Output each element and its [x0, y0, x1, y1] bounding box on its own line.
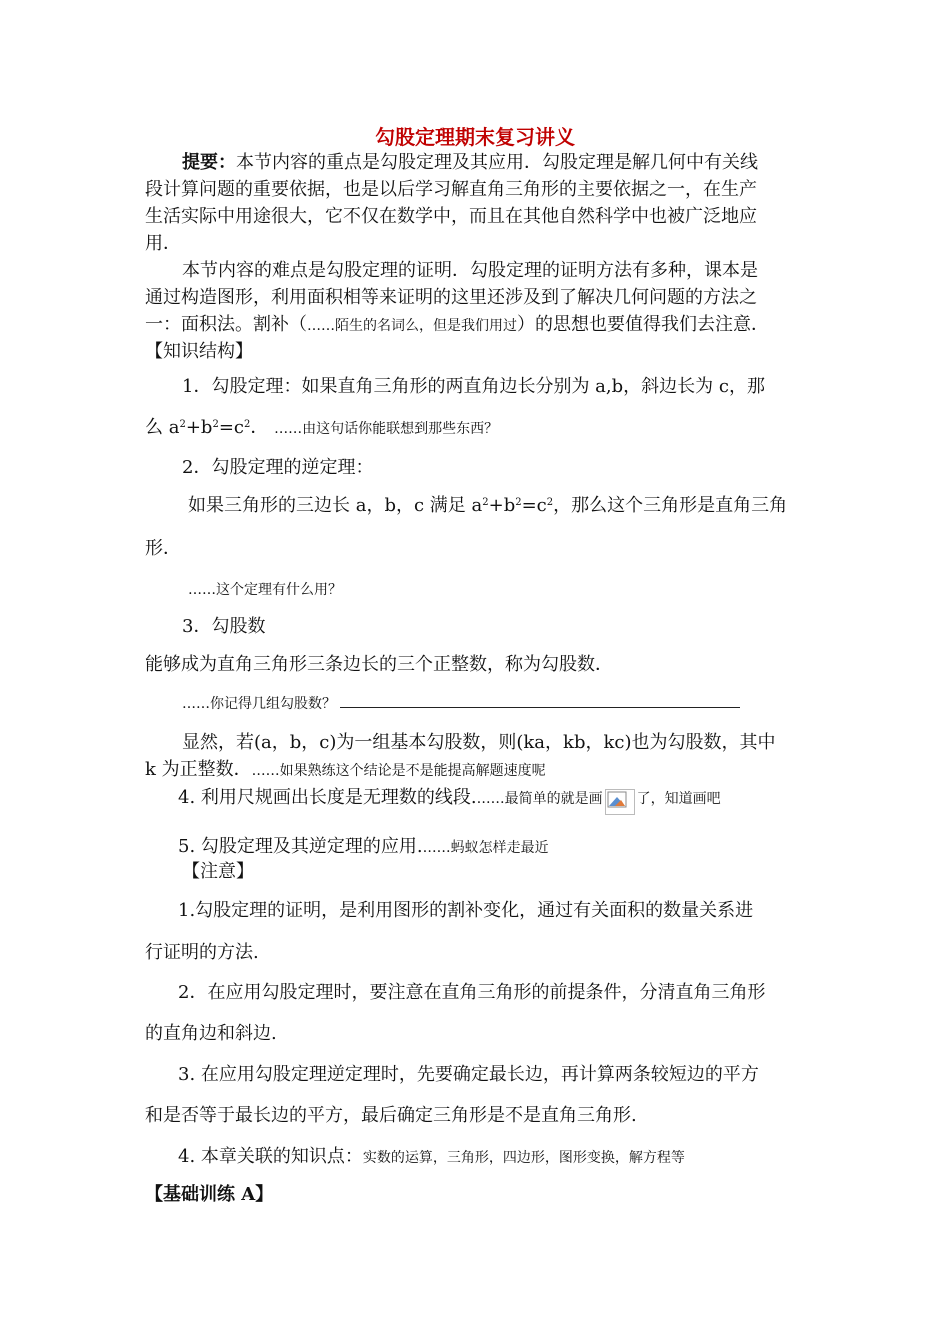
formula-part: 如果三角形的三边长 a，b，c 满足 a [188, 495, 483, 516]
formula-part: +b [185, 417, 213, 438]
formula-part: 么 a [145, 417, 180, 438]
summary-p2-line-3 [145, 313, 769, 338]
superscript: 2 [179, 419, 186, 430]
summary-text: 本节内容的重点是勾股定理及其应用．勾股定理是解几何中有关线 [236, 152, 758, 173]
item5-text: 5. 勾股定理及其逆定理的应用. [178, 836, 423, 857]
item3-line3-note: ……如果熟练这个结论是不是能提高解题速度呢 [251, 763, 546, 779]
item4-note-a: ……最简单的就是画 [476, 791, 603, 807]
formula-part: ． [250, 417, 269, 438]
note4-label: 4. 本章关联的知识点： [178, 1146, 363, 1167]
note2-line-2: 的直角边和斜边. [145, 1023, 277, 1044]
item3-line-1: 能够成为直角三角形三条边长的三个正整数，称为勾股数． [145, 654, 613, 675]
answer-blank[interactable] [340, 693, 740, 708]
item3-line-3 [145, 758, 546, 783]
summary-p2-text-c: ）的思想也要值得我们去注意． [517, 314, 769, 335]
note3-line-1: 3. 在应用勾股定理逆定理时，先要确定最长边，再计算两条较短边的平方 [178, 1064, 759, 1085]
formula-part: =c [218, 417, 244, 438]
summary-p2-line-1: 本节内容的难点是勾股定理的证明．勾股定理的证明方法有多种，课本是 [182, 260, 758, 281]
item5-line [178, 835, 549, 860]
item1-line-1: 1．勾股定理：如果直角三角形的两直角边长分别为 a,b，斜边长为 c，那 [182, 376, 765, 397]
item2-title: 2．勾股定理的逆定理： [182, 457, 374, 478]
summary-line-3: 生活实际中用途很大，它不仅在数学中，而且在其他自然科学中也被广泛地应 [145, 206, 757, 227]
superscript: 2 [482, 497, 489, 508]
item4-text: 4. 利用尺规画出长度是无理数的线段. [178, 787, 477, 808]
item4-line [178, 786, 721, 815]
item3-text: k 为正整数． [145, 759, 252, 780]
item5-note: ……蚂蚁怎样走最近 [422, 840, 549, 856]
embedded-image-icon [605, 789, 635, 815]
item3-line-2: 显然，若(a，b，c)为一组基本勾股数，则(ka，kb，kc)也为勾股数，其中 [182, 732, 776, 753]
item4-note-b: 了，知道画吧 [636, 791, 721, 807]
item2-line-2: 形． [145, 538, 181, 559]
item3-note-line [182, 692, 740, 716]
formula-part: ，那么这个三角形是直角三角 [553, 495, 788, 516]
item1-note: ……由这句话你能联想到那些东西？ [274, 421, 499, 437]
summary-line-2: 段计算问题的重要依据，也是以后学习解直角三角形的主要依据之一，在生产 [145, 179, 757, 200]
superscript: 2 [546, 497, 554, 508]
basic-training-heading: 【基础训练 A】 [145, 1184, 274, 1205]
summary-p2-line-2: 通过构造图形，利用面积相等来证明的这里还涉及到了解决几何问题的方法之 [145, 287, 757, 308]
note4-line [178, 1145, 685, 1170]
note3-line-2: 和是否等于最长边的平方，最后确定三角形是不是直角三角形. [145, 1105, 637, 1126]
notes-heading: 【注意】 [182, 861, 254, 882]
note1-line-2: 行证明的方法. [145, 942, 259, 963]
note1-line-1: 1.勾股定理的证明，是利用图形的割补变化，通过有关面积的数量关系进 [178, 900, 754, 921]
document-title: 勾股定理期末复习讲义 [375, 125, 575, 149]
item2-line-1 [188, 494, 787, 518]
summary-label: 提要： [182, 152, 236, 173]
note4-text: 实数的运算，三角形，四边形，图形变换，解方程等 [362, 1150, 685, 1166]
item3-title: 3．勾股数 [182, 616, 266, 637]
superscript: 2 [243, 419, 251, 430]
summary-p2-text-a: 一：面积法。割补（ [145, 314, 307, 335]
superscript: 2 [212, 419, 219, 430]
item1-line-2 [145, 416, 498, 441]
formula-part: +b [488, 495, 516, 516]
knowledge-heading: 【知识结构】 [145, 341, 253, 362]
item2-note: ……这个定理有什么用？ [188, 582, 342, 598]
note2-line-1: 2．在应用勾股定理时，要注意在直角三角形的前提条件，分清直角三角形 [178, 982, 766, 1003]
superscript: 2 [515, 497, 522, 508]
formula-part: =c [521, 495, 547, 516]
item3-note: ……你记得几组勾股数？ [182, 696, 336, 712]
summary-p2-note: ……陌生的名词么，但是我们用过 [307, 318, 517, 334]
summary-line-1 [182, 151, 758, 175]
summary-line-4: 用． [145, 233, 181, 254]
